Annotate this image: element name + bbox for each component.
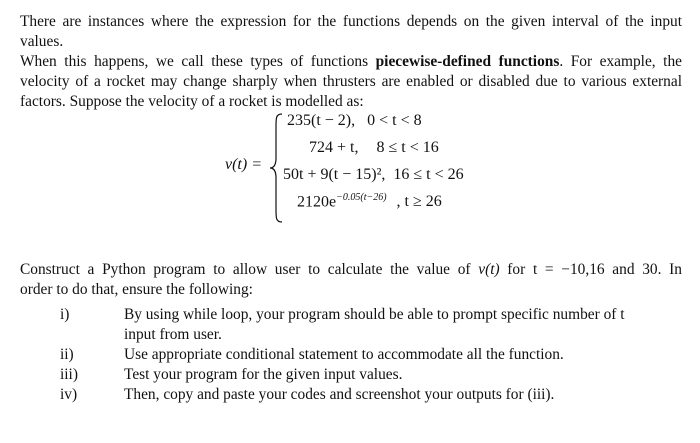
construct-line-1-mid: for <box>499 261 533 278</box>
case-3-expression: 50t + 9(t − 15)², <box>283 166 390 183</box>
intro-line-3: velocity of a rocket may change sharply when thrusters are enabled or disabled due to various external <box>20 73 682 90</box>
case-2-condition: 8 ≤ t < 16 <box>376 139 439 156</box>
list-item-text: Then, copy and paste your codes and screenshot your outputs for (iii). <box>124 386 555 403</box>
case-3 <box>283 166 464 184</box>
construct-line-1 <box>20 260 682 280</box>
list-item-text: By using while loop, your program should be able to prompt specific number of t <box>124 306 625 323</box>
intro-line-2-start: When this happens, we call these types of functions <box>20 53 376 70</box>
case-1-expression: 235(t − 2), <box>287 112 356 129</box>
list-item-text-continued: input from user. <box>124 326 222 343</box>
list-item-number: i) <box>60 306 70 323</box>
construct-line-1-start: Construct a Python program to allow user to calculate the value of <box>20 261 479 278</box>
list-item-number: iii) <box>60 366 78 383</box>
intro-line-2 <box>20 52 682 72</box>
case-1 <box>287 112 422 130</box>
construct-line-2: order to do that, ensure the following: <box>20 281 253 298</box>
case-1-condition: 0 < t < 8 <box>367 112 422 129</box>
list-item-text: Test your program for the given input values. <box>124 366 403 383</box>
left-brace-icon <box>269 112 283 224</box>
intro-line-2-end: . For example, the <box>559 53 682 70</box>
input-values: t = −10,16 and 30 <box>532 261 658 278</box>
intro-line-4: factors. Suppose the velocity of a rocket is modelled as: <box>20 93 364 110</box>
construct-line-1-end: . In <box>657 261 682 278</box>
piecewise-equation <box>225 112 525 222</box>
equation-lhs: v(t) = <box>225 156 262 173</box>
intro-line-1: There are instances where the expression for the functions depends on the given interval of the input values. <box>20 13 682 50</box>
term-piecewise-defined-functions: piecewise-defined functions <box>375 53 560 70</box>
case-2-expression: 724 + t, <box>309 139 359 156</box>
function-name: v(t) <box>478 261 500 278</box>
case-3-condition: 16 ≤ t < 26 <box>393 166 464 183</box>
construct-paragraph <box>20 260 682 300</box>
case-4-exponent: −0.05(t−26) <box>336 192 387 203</box>
case-4-expression: 2120e <box>297 193 337 211</box>
intro-paragraph <box>20 12 682 112</box>
list-item-number: ii) <box>60 346 74 363</box>
case-2 <box>309 139 439 157</box>
list-item-number: iv) <box>60 386 78 403</box>
case-4-condition: , t ≥ 26 <box>396 193 442 211</box>
case-4 <box>297 192 442 211</box>
list-item-text: Use appropriate conditional statement to accommodate all the function. <box>124 346 564 363</box>
